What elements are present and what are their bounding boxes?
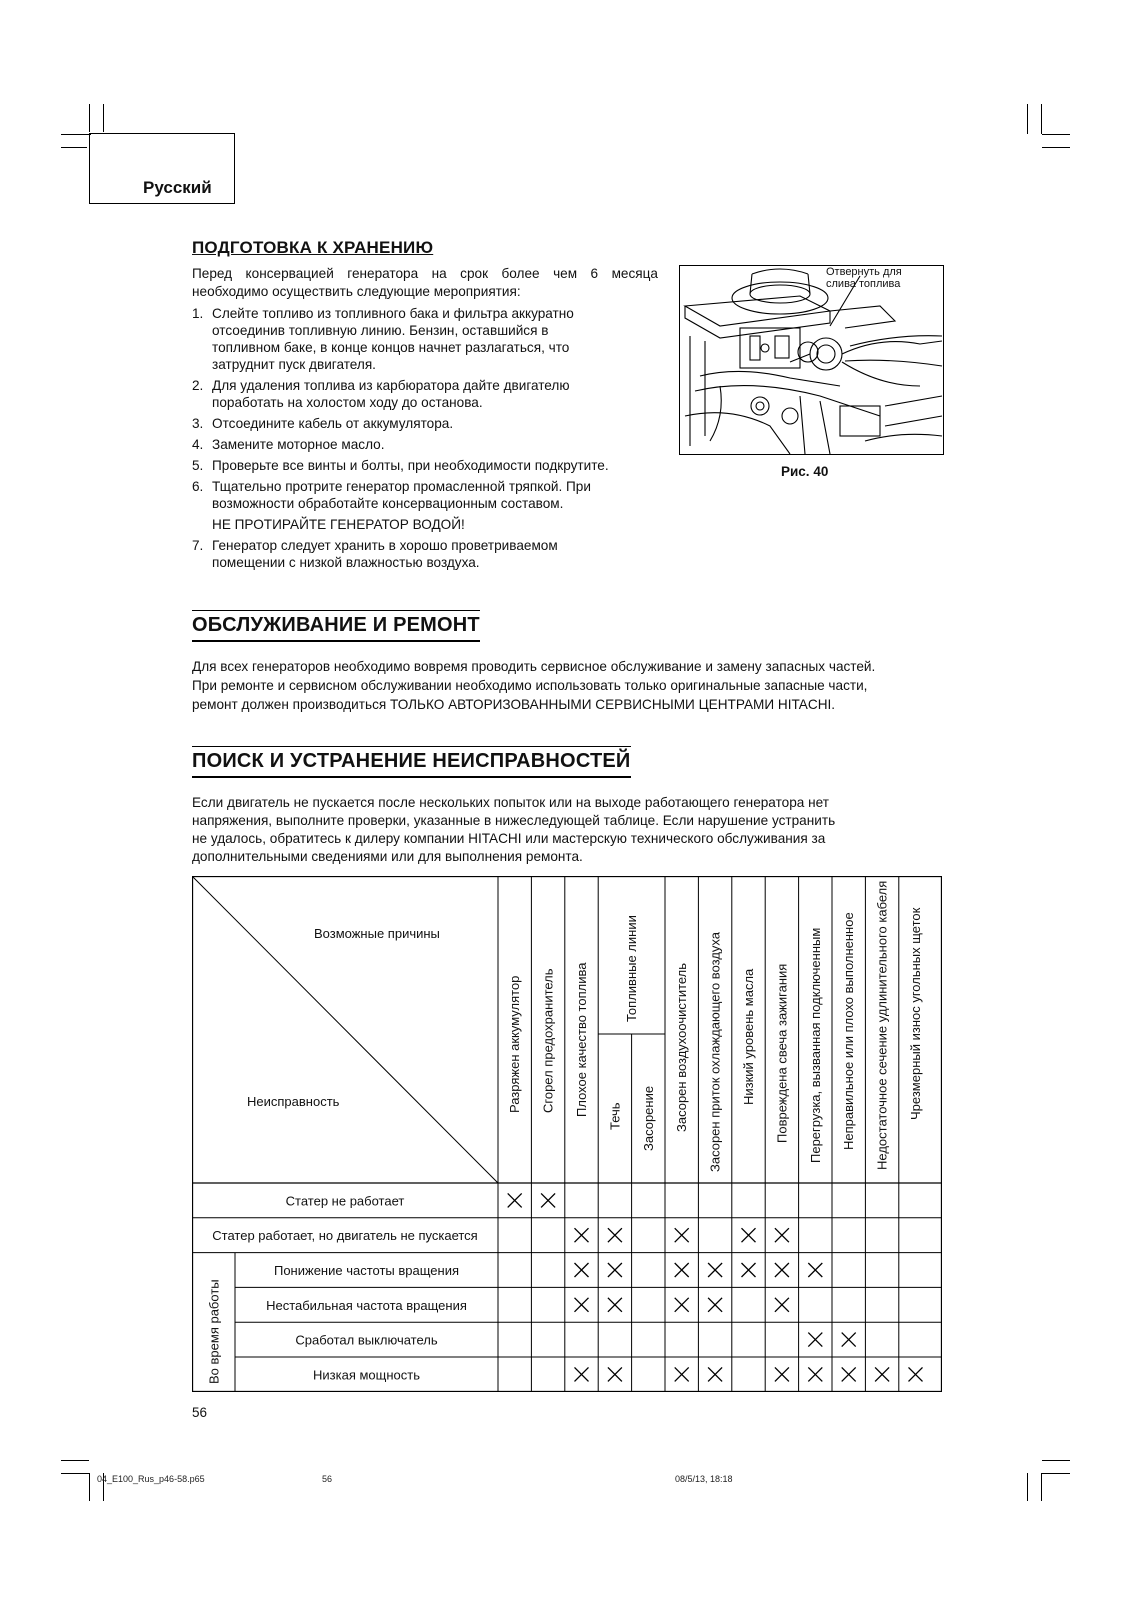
figure-caption: Рис. 40: [781, 464, 829, 479]
list-item: 4. Замените моторное масло.: [192, 437, 385, 452]
storage-intro-line1: Перед консервацией генератора на срок более чем 6 месяца: [192, 266, 658, 281]
cause-header: Засорен приток охлаждающего воздуха: [707, 931, 723, 1172]
cause-header: Чрезмерный износ угольных щеток: [908, 907, 923, 1120]
cross-mark: [675, 1228, 689, 1242]
crop-mark: [103, 104, 104, 132]
cross-mark: [675, 1298, 689, 1312]
carburetor-drawing: [680, 266, 944, 455]
cause-header: Разряжен аккумулятор: [507, 975, 523, 1113]
cross-mark: [909, 1367, 923, 1381]
cross-mark: [842, 1367, 856, 1381]
list-item: 5. Проверьте все винты и болты, при необходимости подкрутите.: [192, 458, 609, 473]
cross-mark: [608, 1263, 622, 1277]
cause-header: Сгорел предохранитель: [540, 968, 556, 1113]
cross-mark: [808, 1367, 822, 1381]
crop-mark: [1042, 134, 1070, 135]
warning-text: НЕ ПРОТИРАЙТЕ ГЕНЕРАТОР ВОДОЙ!: [212, 517, 465, 532]
troubleshooting-table-grid: [192, 876, 942, 1392]
cross-mark: [775, 1263, 789, 1277]
cross-mark: [608, 1228, 622, 1242]
crop-mark: [1027, 104, 1028, 134]
crop-mark: [1042, 147, 1070, 148]
service-line3: ремонт должен производиться ТОЛЬКО АВТОРИЗОВАННЫМИ СЕРВИСНЫМИ ЦЕНТРАМИ HITACHI.: [192, 697, 836, 712]
cross-mark: [808, 1263, 822, 1277]
crop-mark: [1042, 1460, 1070, 1461]
troubleshooting-line2: напряжения, выполните проверки, указанные в нижеследующей таблице. Если нарушение устранить: [192, 813, 836, 828]
storage-steps-list: [192, 305, 672, 575]
cause-header: Плохое качество топлива: [574, 962, 589, 1117]
cross-mark: [675, 1263, 689, 1277]
crop-mark: [61, 147, 87, 148]
cross-mark: [575, 1367, 589, 1381]
row-label: Низкая мощность: [313, 1367, 420, 1383]
list-item: 7. Генератор следует хранить в хорошо проветриваемом помещении с низкой влажностью воздуха.: [192, 538, 558, 570]
list-item: 2. Для удаления топлива из карбюратора дайте двигателю поработать на холостом ходу до останова.: [192, 378, 570, 410]
cause-header: Засорение: [640, 1085, 656, 1151]
cross-mark: [541, 1193, 555, 1207]
storage-heading: ПОДГОТОВКА К ХРАНЕНИЮ: [192, 238, 434, 257]
service-line2: При ремонте и сервисном обслуживании необходимо использовать только оригинальные запасные части,: [192, 678, 868, 693]
cross-mark: [675, 1367, 689, 1381]
cross-mark: [575, 1228, 589, 1242]
cause-header: Перегрузка, вызванная подключенным: [807, 927, 823, 1163]
service-heading: ОБСЛУЖИВАНИЕ И РЕМОНТ: [192, 610, 480, 642]
row-label: Сработал выключатель: [295, 1332, 438, 1348]
troubleshooting-line3: не удалось, обратитесь к дилеру компании HITACHI или мастерскую технического обслуживания за: [192, 831, 826, 846]
table-border: [193, 877, 942, 1392]
cross-mark: [775, 1298, 789, 1312]
footer-date: 08/5/13, 18:18: [675, 1474, 733, 1484]
cross-mark: [575, 1263, 589, 1277]
row-label: Статер работает, но двигатель не пускается: [212, 1228, 478, 1244]
cause-header: Неправильное или плохо выполненное: [841, 912, 857, 1150]
crop-mark: [1041, 104, 1042, 134]
cross-mark: [842, 1333, 856, 1347]
cross-mark: [708, 1263, 722, 1277]
corner-faults-label: Неисправность: [247, 1094, 340, 1109]
cross-mark: [608, 1298, 622, 1312]
footer-page: 56: [322, 1474, 333, 1484]
figure-callout-line2: слива топлива: [826, 278, 901, 290]
cross-mark: [775, 1367, 789, 1381]
corner-causes-label: Возможные причины: [314, 926, 440, 941]
crop-mark: [1027, 1473, 1028, 1501]
service-line1: Для всех генераторов необходимо вовремя проводить сервисное обслуживание и замену запасных частей.: [192, 659, 876, 674]
cause-header: Повреждена свеча зажигания: [774, 963, 790, 1143]
language-tab: Русский: [143, 178, 212, 197]
row-label: Нестабильная частота вращения: [266, 1297, 467, 1313]
cross-mark: [775, 1228, 789, 1242]
cause-header: Низкий уровень масла: [741, 968, 756, 1105]
crop-mark: [89, 1473, 90, 1501]
troubleshooting-table: [192, 876, 942, 1392]
cross-mark: [808, 1333, 822, 1347]
cause-header: Засорен воздухоочиститель: [674, 962, 690, 1132]
storage-intro-line2: необходимо осуществить следующие мероприятия:: [192, 284, 521, 299]
cross-mark: [508, 1193, 522, 1207]
during-operation-label: Во время работы: [206, 1279, 222, 1384]
crop-mark: [1041, 1473, 1042, 1501]
page-number: 56: [192, 1405, 208, 1420]
row-label: Понижение частоты вращения: [273, 1263, 460, 1278]
troubleshooting-line4: дополнительными сведениями или для выполнения ремонта.: [192, 849, 583, 864]
row-label: Статер не работает: [285, 1193, 405, 1209]
cross-mark: [708, 1298, 722, 1312]
cross-mark: [575, 1298, 589, 1312]
troubleshooting-line1: Если двигатель не пускается после нескольких попыток или на выходе работающего генератора нет: [192, 795, 829, 810]
cause-header: Недостаточное сечение удлинительного кабеля: [874, 880, 890, 1170]
cross-mark: [875, 1367, 889, 1381]
cross-mark: [742, 1228, 756, 1242]
cross-mark: [708, 1367, 722, 1381]
cross-mark: [608, 1367, 622, 1381]
fuel-lines-group-header: Топливные линии: [624, 915, 640, 1022]
cause-header: Течь: [607, 1102, 623, 1130]
footer-file: 04_E100_Rus_p46-58.p65: [97, 1474, 205, 1484]
corner-diagonal: [192, 876, 498, 1183]
figure-40-illustration: [679, 265, 944, 455]
figure-callout-line1: Отвернуть для: [826, 266, 902, 278]
crop-mark: [61, 1460, 89, 1461]
troubleshooting-heading: ПОИСК И УСТРАНЕНИЕ НЕИСПРАВНОСТЕЙ: [192, 746, 631, 778]
list-item: 3. Отсоедините кабель от аккумулятора.: [192, 416, 454, 431]
crop-mark: [89, 104, 90, 132]
cross-mark: [742, 1263, 756, 1277]
crop-mark: [1042, 1473, 1070, 1474]
crop-mark: [61, 134, 91, 135]
crop-mark: [61, 1473, 89, 1474]
list-item: 6. Тщательно протрите генератор промасленной тряпкой. При возможности обработайте консервационным составом. НЕ ПРОТИРАЙТЕ ГЕНЕРАТОР ВОДОЙ!: [192, 478, 672, 533]
list-item: 1. Слейте топливо из топливного бака и фильтра аккуратно отсоединив топливную линию. Бензин, оставшийся в топливном баке, в конце концов начнет разлагаться, что затруднит пуск двигателя.: [192, 306, 574, 372]
